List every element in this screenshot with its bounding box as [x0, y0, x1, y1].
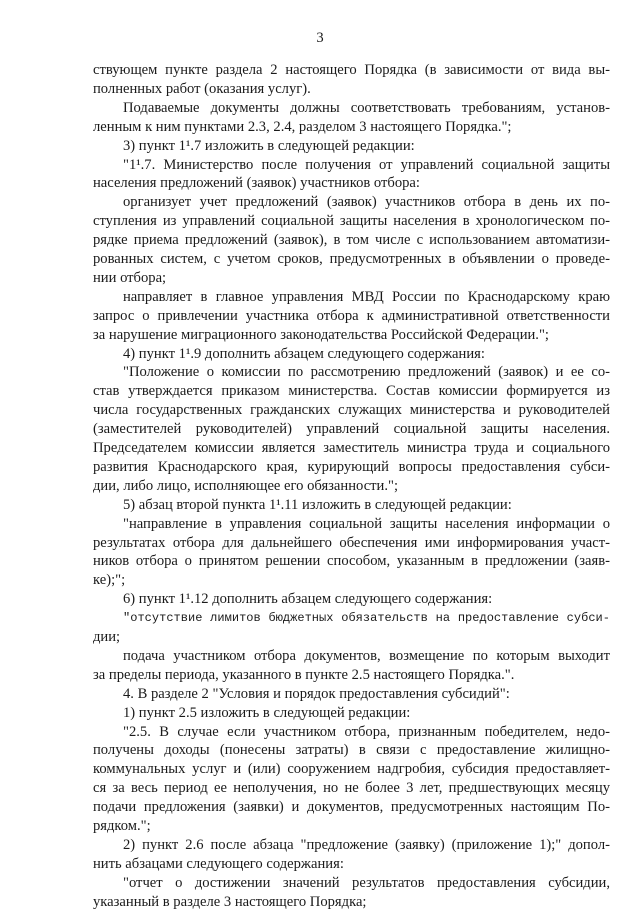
text-line: коммунальных услуг и (или) сооружением надгробия, субсидия предоставляет-	[93, 761, 610, 778]
text-line: подачи предложения (заявки) и документов, предусмотренных настоящим По-	[93, 799, 610, 816]
text-line: населения предложений (заявок) участников отбора:	[93, 175, 420, 192]
text-line: рядком.";	[93, 818, 151, 834]
text-line: ленным к ним пунктами 2.3, 2.4, разделом 3 настоящего Порядка.";	[93, 118, 512, 135]
text-line: числа государственных гражданских служащих министерства и руководителей	[93, 402, 610, 419]
text-line: ке);";	[93, 572, 126, 589]
text-line: нить абзацами следующего содержания:	[93, 855, 344, 872]
text-line: рядке приема предложений (заявок), в том числе с использованием автоматизи-	[93, 232, 610, 249]
text-line: 5) абзац второй пункта 1¹.11 изложить в следующей редакции:	[123, 496, 512, 513]
text-line: полненных работ (оказания услуг).	[93, 80, 311, 97]
text-line: 4. В разделе 2 "Условия и порядок предоставления субсидий":	[123, 685, 510, 702]
text-line: "1¹.7. Министерство после получения от управлений социальной защиты	[123, 156, 610, 173]
text-line: 6) пункт 1¹.12 дополнить абзацем следующего содержания:	[123, 591, 493, 608]
text-line: направляет в главное управления МВД России по Краснодарскому краю	[123, 288, 610, 305]
text-line: получены доходы (понесены затраты) в связи с предоставление жилищно-	[93, 742, 610, 759]
text-line: развития Краснодарского края, курирующий вопросы предоставления субси-	[93, 458, 610, 475]
text-line: ников отбора о принятом решении способом, указанным в предложении (заяв-	[93, 553, 610, 570]
text-line: 1) пункт 2.5 изложить в следующей редакции:	[123, 704, 411, 721]
text-line: нии отбора;	[93, 269, 167, 286]
text-line: указанный в разделе 3 настоящего Порядка;	[93, 893, 367, 910]
text-line: Подаваемые документы должны соответствовать требованиям, установ-	[123, 99, 610, 116]
text-line: ствующем пункте раздела 2 настоящего Порядка (в зависимости от вида вы-	[93, 62, 610, 78]
text-line: 4) пункт 1¹.9 дополнить абзацем следующего содержания:	[123, 345, 485, 362]
text-line: "направление в управления социальной защиты населения информации о	[123, 515, 610, 532]
text-line: дии;	[93, 629, 121, 645]
text-line: за нарушение миграционного законодательства Российской Федерации.";	[93, 326, 549, 343]
text-line: "2.5. В случае если участником отбора, признанным победителем, недо-	[123, 723, 610, 740]
text-line: "отсутствие лимитов бюджетных обязательств на предоставление субси-	[123, 611, 610, 626]
text-line: Председателем комиссии является заместитель министра труда и социального	[93, 440, 610, 456]
text-line: ступления из управлений социальной защиты населения в хронологическом по-	[93, 213, 610, 230]
text-line: дии, либо лицо, исполняющее его обязанности.";	[93, 477, 399, 494]
text-line: ся за весь период ее неполучения, но не более 3 лет, предшествующих месяцу	[93, 780, 610, 797]
text-line: подача участником отбора документов, возмещение по которым выходит	[123, 647, 610, 664]
text-line: (заместителей руководителей) управлений социальной защиты населения.	[93, 421, 610, 438]
text-line: "Положение о комиссии по рассмотрению предложений (заявок) и ее со-	[123, 364, 610, 381]
page-number: 3	[316, 30, 324, 46]
text-line: 2) пункт 2.6 после абзаца "предложение (заявку) (приложение 1);" допол-	[123, 836, 610, 853]
text-line: рованных систем, с учетом сроков, предусмотренных в объявлении о проведе-	[93, 251, 610, 267]
text-line: за пределы периода, указанного в пункте 2.5 настоящего Порядка.".	[93, 666, 515, 683]
text-line: 3) пункт 1¹.7 изложить в следующей редакции:	[123, 137, 415, 154]
text-line: став утверждается приказом министерства. Состав комиссии формируется из	[93, 383, 610, 400]
text-line: результатах отбора для дальнейшего обеспечения ими информирования участ-	[93, 534, 610, 551]
text-line: запрос о привлечении участника отбора к административной ответственности	[93, 307, 610, 324]
text-line: организует учет предложений (заявок) участников отбора в день их по-	[123, 194, 610, 211]
text-line: "отчет о достижении значений результатов предоставления субсидии,	[123, 874, 610, 891]
